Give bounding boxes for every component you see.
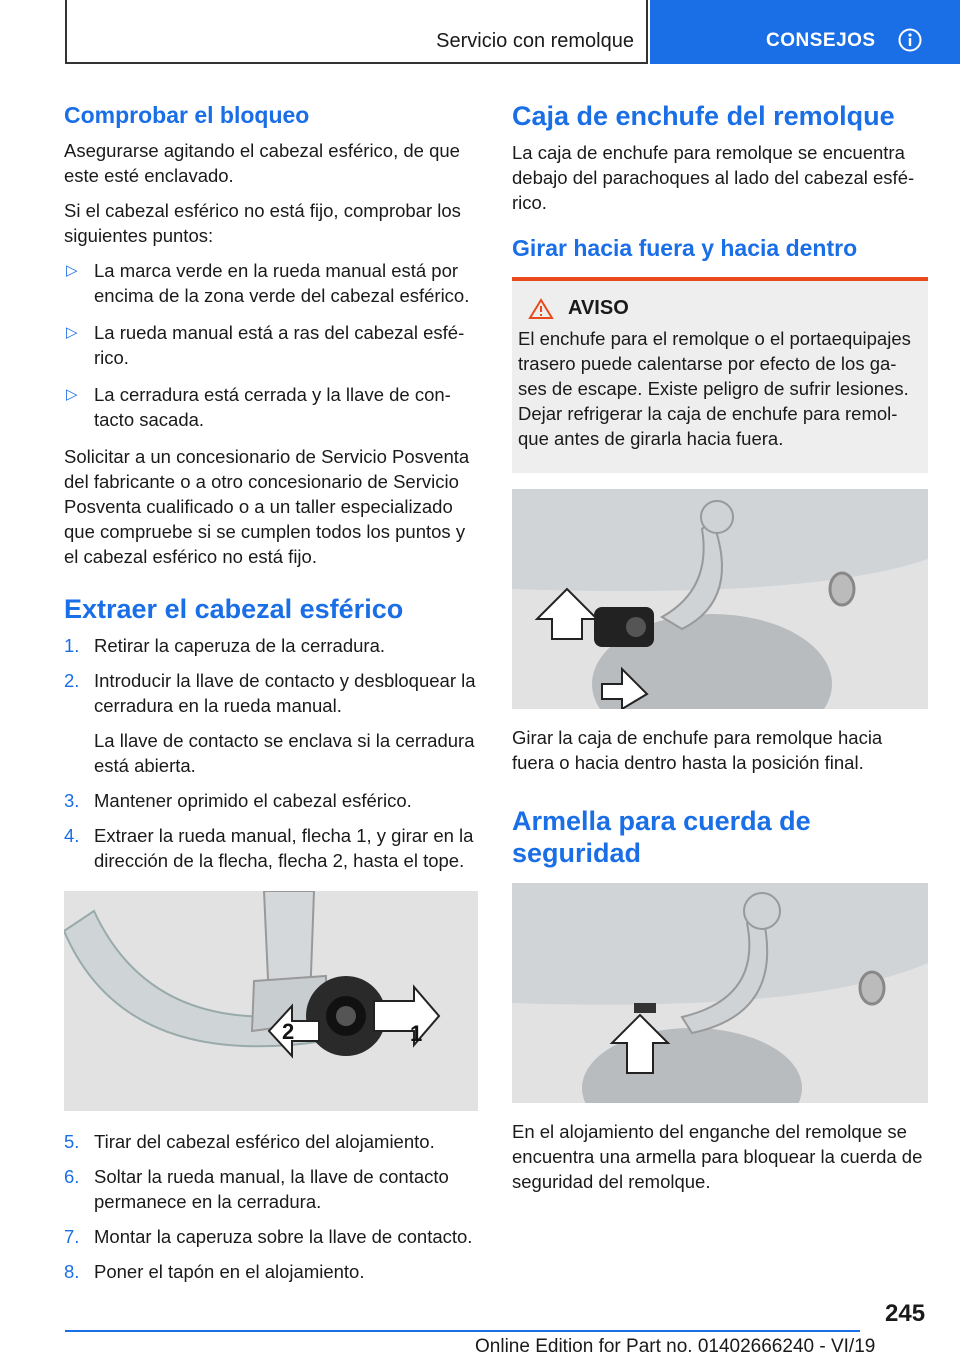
- list-item: 3. Mantener oprimido el cabezal esférico.: [64, 790, 412, 811]
- rotate-heading: Girar hacia fuera y hacia dentro: [512, 235, 858, 261]
- warning-triangle-icon: [528, 298, 554, 320]
- triangle-bullet-icon: ▷: [66, 262, 78, 279]
- socket-heading: Caja de enchufe del remolque: [512, 101, 895, 131]
- list-item: 6. Soltar la rueda manual, la llave de contacto permanece en la cerradura.: [64, 1166, 449, 1212]
- socket-paragraph: La caja de enchufe para remolque se encuentra debajo del parachoques al lado del cabezal esfé-rico.: [512, 142, 915, 213]
- list-item: 7. Montar la caperuza sobre la llave de contacto.: [64, 1226, 473, 1247]
- triangle-bullet-icon: ▷: [66, 386, 78, 403]
- check-lock-heading: Comprobar el bloqueo: [64, 102, 310, 128]
- triangle-bullet-icon: ▷: [66, 324, 78, 341]
- header-tab-consejos[interactable]: [650, 0, 960, 64]
- list-item: 4. Extraer la rueda manual, flecha 1, y girar en la dirección de la flecha, flecha 2, hasta el tope.: [64, 825, 474, 871]
- handwheel-illustration: [64, 891, 478, 1111]
- page-number: 245: [885, 1300, 926, 1327]
- info-icon[interactable]: [898, 28, 922, 52]
- list-item: ▷ La cerradura está cerrada y la llave de con-tacto sacada.: [66, 384, 451, 430]
- list-item: ▷ La marca verde en la rueda manual está por encima de la zona verde del cabezal esférico.: [66, 260, 470, 306]
- warning-title: AVISO: [568, 297, 629, 319]
- rotate-caption: Girar la caja de enchufe para remolque hacia fuera o hacia dentro hasta la posición final.: [512, 727, 883, 773]
- list-item: 1. Retirar la caperuza de la cerradura.: [64, 635, 386, 656]
- eyelet-illustration: [512, 883, 928, 1103]
- socket-figure: [512, 489, 928, 709]
- socket-illustration: [512, 489, 928, 709]
- left-column: [64, 100, 478, 1294]
- footer-divider: [65, 1330, 860, 1332]
- check-bullet-list: [64, 258, 478, 432]
- handwheel-figure: [64, 891, 478, 1111]
- tab-label: CONSEJOS: [766, 30, 876, 51]
- extract-steps-a: [64, 633, 478, 873]
- eyelet-figure: [512, 883, 928, 1103]
- extract-steps-b: [64, 1129, 478, 1284]
- warning-title-row: [518, 297, 922, 320]
- check-paragraph-1: Asegurarse agitando el cabezal esférico, de que este esté enclavado.: [64, 140, 460, 186]
- check-paragraph-3: Solicitar a un concesionario de Servicio Posventa del fabricante o a otro concesionario de Servicio Posventa cualificado o a un taller especializado que compruebe si se cumplen todos los puntos y el cabezal esférico no está fijo.: [64, 446, 470, 567]
- header-section-title: Servicio con remolque: [436, 30, 634, 52]
- footer-edition-text: Online Edition for Part no. 01402666240 - VI/19: [475, 1336, 876, 1357]
- check-paragraph-2: Si el cabezal esférico no está fijo, comprobar los siguientes puntos:: [64, 200, 461, 246]
- figure-label-1: 1: [410, 1021, 423, 1046]
- extract-heading: Extraer el cabezal esférico: [64, 594, 404, 624]
- figure-label-2: 2: [282, 1019, 295, 1044]
- eyelet-caption: En el alojamiento del enganche del remolque se encuentra una armella para bloquear la cuerda de seguridad del remolque.: [512, 1121, 923, 1192]
- list-item: 8. Poner el tapón en el alojamiento.: [64, 1261, 365, 1282]
- list-item: ▷ La rueda manual está a ras del cabezal esfé-rico.: [66, 322, 465, 368]
- warning-text: El enchufe para el remolque o el portaequipajes trasero puede calentarse por efecto de los ga-ses de escape. Existe peligro de sufrir lesiones. Dejar refrigerar la caja de enchufe para remol-que antes de girarla hacia fuera.: [518, 328, 911, 449]
- list-item: 2. Introducir la llave de contacto y desbloquear la cerradura en la rueda manual. La llave de contacto se enclava si la cerradura está abierta.: [64, 670, 476, 776]
- list-item: 5. Tirar del cabezal esférico del alojamiento.: [64, 1131, 435, 1152]
- header-frame: [65, 0, 648, 64]
- eyelet-heading: Armella para cuerda de seguridad: [512, 806, 811, 868]
- right-column: [512, 100, 928, 1204]
- warning-box: [512, 277, 928, 473]
